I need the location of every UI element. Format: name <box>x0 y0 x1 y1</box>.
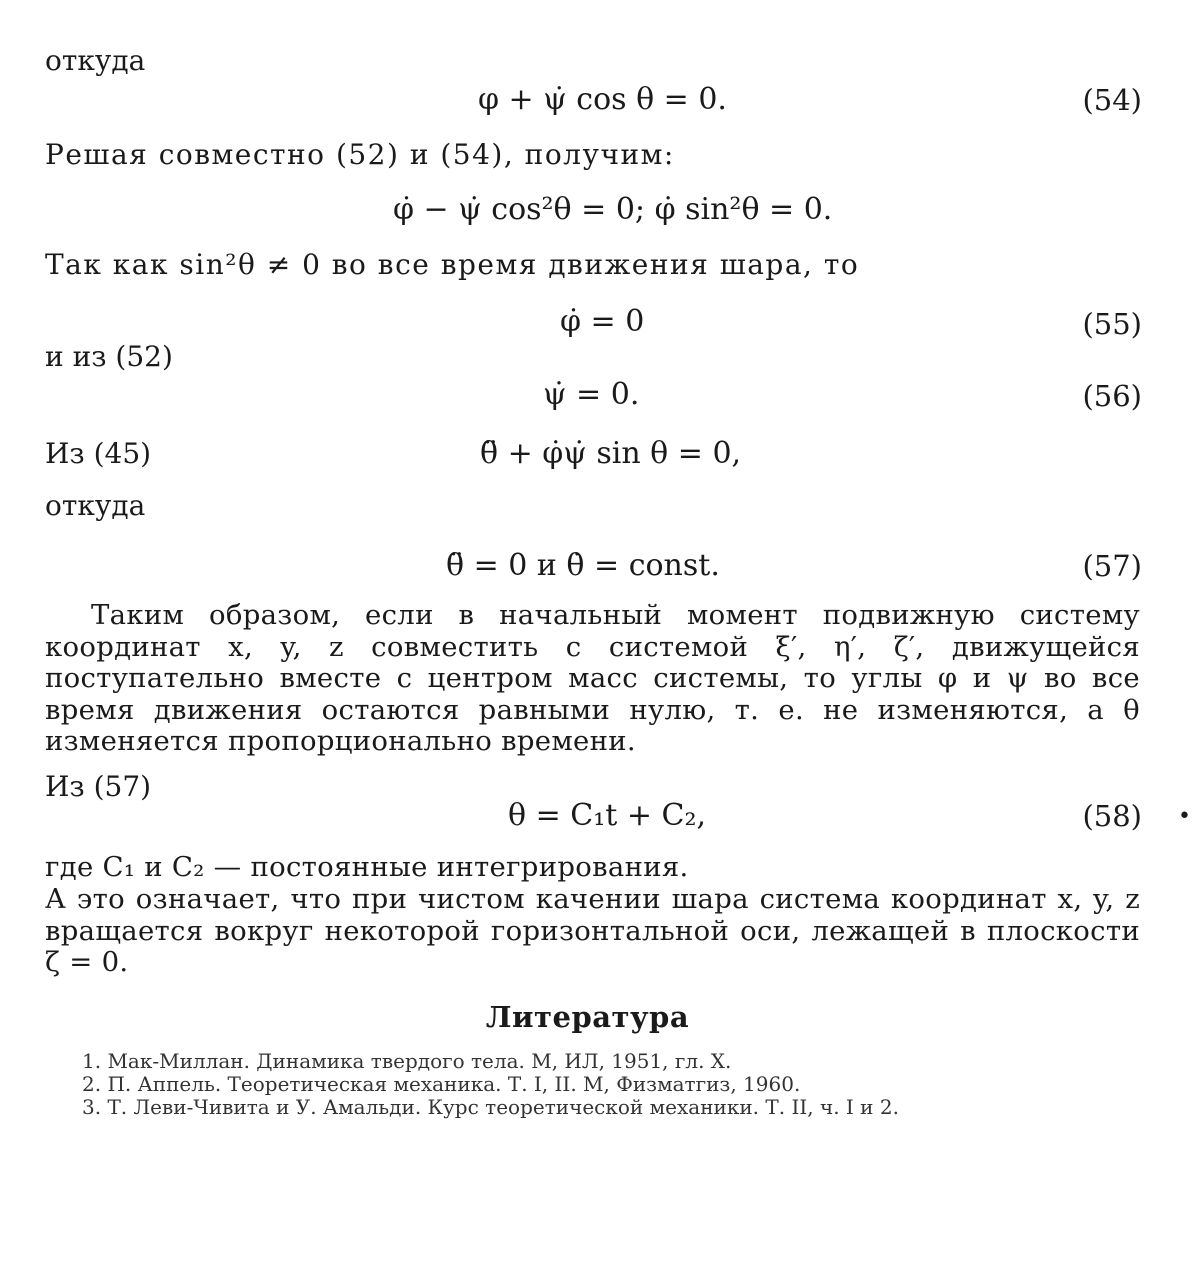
references-heading: Литература <box>485 1000 690 1034</box>
text-from-57: Из (57) <box>45 770 152 803</box>
equation-number-57: (57) <box>1082 549 1142 583</box>
paragraph-conclusion <box>45 600 1140 758</box>
equation-54: φ + ψ̇ cos θ = 0. <box>478 82 727 117</box>
equation-number-58: (58) <box>1082 799 1142 833</box>
reference-item-2: 2. П. Аппель. Теоретическая механика. Т. I, II. М, Физматгиз, 1960. <box>82 1072 801 1096</box>
equation-55: φ̇ = 0 <box>560 304 645 339</box>
equation-number-55: (55) <box>1082 307 1142 341</box>
paragraph-rotation: А это означает, что при чистом качении шара система координат x, y, z вращается вокруг некоторой горизонтальной оси, лежащей в плоскости ζ = 0. <box>45 883 1140 978</box>
equation-56: ψ̇ = 0. <box>543 377 640 412</box>
text-and-from-52: и из (52) <box>45 340 173 373</box>
paragraph-conclusion-text: Таким образом, если в начальный момент подвижную систему координат x, y, z совместить с системой ξ′, η′, ζ′, движущейся поступательно вместе с центром масс системы, то углы φ и ψ во все время движения остаются равными нулю, т. е. не изменяются, а θ изменяется пропорционально времени. <box>45 599 1140 757</box>
text-otkuda-1: откуда <box>45 44 146 77</box>
equation-number-56: (56) <box>1082 379 1142 413</box>
text-since-sin: Так как sin²θ ≠ 0 во все время движения шара, то <box>45 248 860 281</box>
equation-number-54: (54) <box>1082 83 1142 117</box>
margin-mark: • <box>1178 804 1191 829</box>
text-from-45: Из (45) <box>45 437 152 470</box>
paragraph-constants: где C₁ и C₂ — постоянные интегрирования. <box>45 851 689 883</box>
equation-58: θ = C₁t + C₂, <box>508 798 707 833</box>
text-solving-jointly: Решая совместно (52) и (54), получим: <box>45 138 675 171</box>
equation-combined: φ̇ − ψ̇ cos²θ = 0; φ̇ sin²θ = 0. <box>393 192 833 227</box>
equation-57: θ̈ = 0 и θ̇ = const. <box>446 548 720 583</box>
equation-45: θ̈ + φ̇ψ̇ sin θ = 0, <box>480 436 742 471</box>
reference-item-1: 1. Мак-Миллан. Динамика твердого тела. М, ИЛ, 1951, гл. X. <box>82 1049 732 1073</box>
reference-list <box>36 1050 1128 1119</box>
reference-item-3: 3. Т. Леви-Чивита и У. Амальди. Курс теоретической механики. Т. II, ч. I и 2. <box>82 1095 899 1119</box>
text-otkuda-2: откуда <box>45 489 146 522</box>
